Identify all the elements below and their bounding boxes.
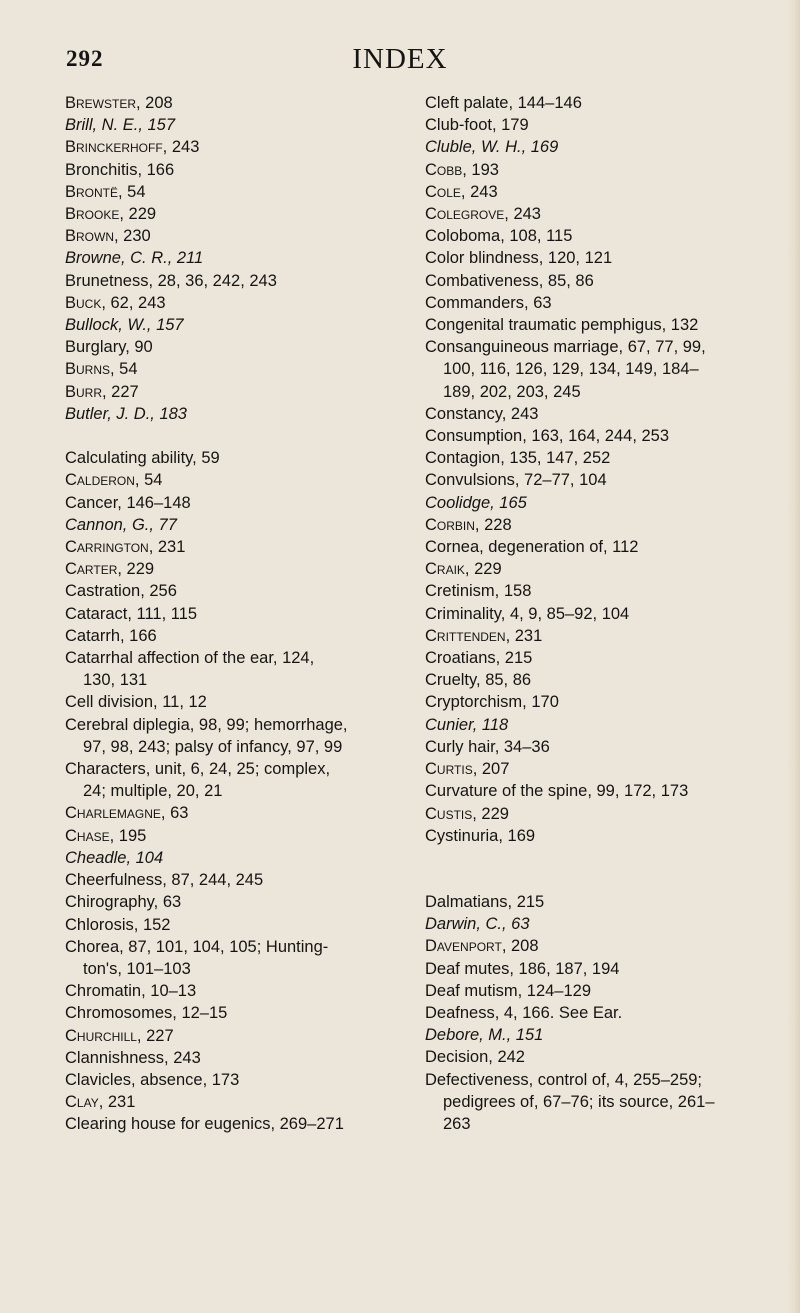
index-entry: Coloboma, 108, 115 [425, 227, 573, 246]
index-entry: Chase, 195 [65, 826, 147, 845]
index-entry: Deaf mutism, 124–129 [425, 981, 592, 1000]
index-column-left [65, 92, 410, 1136]
index-entry: Coolidge, 165 [425, 493, 527, 512]
index-entry: Consumption, 163, 164, 244, 253 [425, 427, 670, 446]
index-entry: Butler, J. D., 183 [65, 404, 187, 423]
index-entry: Clannishness, 243 [65, 1048, 201, 1067]
index-entry: Deafness, 4, 166. See Ear. [425, 1003, 623, 1022]
index-entry: Corbin, 228 [425, 515, 512, 534]
index-entry: Chromatin, 10–13 [65, 982, 197, 1001]
index-entry: Clay, 231 [65, 1093, 136, 1112]
index-entry: Curly hair, 34–36 [425, 737, 550, 756]
index-entry: Consanguineous marriage, 67, 77, 99, [425, 338, 706, 357]
index-entry-continuation: 97, 98, 243; palsy of infancy, 97, 99 [83, 737, 343, 756]
index-entry: Carter, 229 [65, 560, 155, 579]
index-entry: Chirography, 63 [65, 893, 182, 912]
index-entry: Cell division, 11, 12 [65, 693, 207, 712]
index-entry: Buck, 62, 243 [65, 293, 166, 312]
index-entry: Dalmatians, 215 [425, 892, 545, 911]
index-entry: Davenport, 208 [425, 937, 539, 956]
index-entry: Cystinuria, 169 [425, 826, 536, 845]
index-entry: Churchill, 227 [65, 1026, 174, 1045]
index-entry: Catarrhal affection of the ear, 124, [65, 649, 315, 668]
index-entry: Cluble, W. H., 169 [425, 138, 559, 157]
index-entry: Defectiveness, control of, 4, 255–259; [425, 1070, 703, 1089]
index-entry: Cretinism, 158 [425, 582, 532, 601]
index-entry: Clearing house for eugenics, 269–271 [65, 1115, 344, 1134]
index-entry-continuation: 189, 202, 203, 245 [443, 382, 581, 401]
index-entry: Combativeness, 85, 86 [425, 271, 594, 290]
index-entry-continuation: 130, 131 [83, 671, 148, 690]
index-entry: Cheerfulness, 87, 244, 245 [65, 871, 264, 890]
index-entry-continuation: 263 [443, 1114, 471, 1133]
index-entry: Cruelty, 85, 86 [425, 671, 532, 690]
index-entry: Croatians, 215 [425, 649, 533, 668]
index-entry: Brill, N. E., 157 [65, 116, 176, 135]
index-entry: Cheadle, 104 [65, 848, 164, 867]
index-entry: Commanders, 63 [425, 293, 552, 312]
index-entry-continuation: 24; multiple, 20, 21 [83, 782, 223, 801]
index-entry: Clavicles, absence, 173 [65, 1070, 240, 1089]
index-entry: Calculating ability, 59 [65, 449, 220, 468]
index-entry: Brinckerhoff, 243 [65, 138, 200, 157]
index-entry: Chorea, 87, 101, 104, 105; Hunting- [65, 937, 329, 956]
index-entry: Darwin, C., 63 [425, 915, 530, 934]
index-entry: Custis, 229 [425, 804, 509, 823]
page-number: 292 [66, 46, 104, 71]
index-entry: Calderon, 54 [65, 471, 163, 490]
index-entry: Criminality, 4, 9, 85–92, 104 [425, 604, 630, 623]
index-entry: Chromosomes, 12–15 [65, 1004, 228, 1023]
index-entry-continuation: pedigrees of, 67–76; its source, 261– [443, 1092, 715, 1111]
index-entry: Congenital traumatic pemphigus, 132 [425, 316, 699, 335]
index-entry: Brown, 230 [65, 227, 151, 246]
index-entry: Curvature of the spine, 99, 172, 173 [425, 782, 689, 801]
index-entry: Cobb, 193 [425, 160, 499, 179]
index-entry: Burglary, 90 [65, 338, 153, 357]
index-entry: Contagion, 135, 147, 252 [425, 449, 611, 468]
index-entry: Cunier, 118 [425, 715, 509, 734]
page-edge [786, 0, 800, 1313]
index-entry: Cataract, 111, 115 [65, 604, 198, 623]
index-entry: Brontë, 54 [65, 182, 146, 201]
page-title: INDEX [352, 43, 448, 75]
index-entry: Burr, 227 [65, 382, 139, 401]
index-entry: Brunetness, 28, 36, 242, 243 [65, 271, 277, 290]
index-entry: Bullock, W., 157 [65, 316, 184, 335]
index-entry: Cole, 243 [425, 182, 498, 201]
index-entry: Debore, M., 151 [425, 1026, 544, 1045]
index-entry: Constancy, 243 [425, 404, 539, 423]
index-entry: Convulsions, 72–77, 104 [425, 471, 607, 490]
index-entry: Cornea, degeneration of, 112 [425, 538, 639, 557]
index-entry: Cleft palate, 144–146 [425, 94, 582, 112]
index-entry: Chlorosis, 152 [65, 915, 171, 934]
index-entry: Castration, 256 [65, 582, 177, 601]
index-entry: Bronchitis, 166 [65, 160, 175, 179]
index-entry: Cancer, 146–148 [65, 493, 191, 512]
index-entry: Carrington, 231 [65, 538, 186, 557]
index-entry: Browne, C. R., 211 [65, 249, 204, 268]
index-entry-continuation: ton's, 101–103 [83, 959, 191, 978]
index-entry: Brewster, 208 [65, 94, 173, 112]
index-entry: Curtis, 207 [425, 760, 510, 779]
index-entry: Colegrove, 243 [425, 205, 541, 224]
index-entry: Cryptorchism, 170 [425, 693, 559, 712]
index-entry: Crittenden, 231 [425, 626, 543, 645]
index-entry: Charlemagne, 63 [65, 804, 189, 823]
index-entry: Cannon, G., 77 [65, 515, 177, 534]
index-entry: Craik, 229 [425, 560, 502, 579]
index-entry: Catarrh, 166 [65, 626, 157, 645]
index-entry: Club-foot, 179 [425, 116, 529, 135]
index-entry: Color blindness, 120, 121 [425, 249, 613, 268]
index-entry-continuation: 100, 116, 126, 129, 134, 149, 184– [443, 360, 699, 379]
index-entry: Deaf mutes, 186, 187, 194 [425, 959, 620, 978]
index-column-right [425, 92, 785, 1135]
index-entry: Cerebral diplegia, 98, 99; hemorrhage, [65, 715, 348, 734]
index-entry: Burns, 54 [65, 360, 138, 379]
index-entry: Brooke, 229 [65, 205, 157, 224]
index-entry: Decision, 242 [425, 1048, 525, 1067]
index-entry: Characters, unit, 6, 24, 25; complex, [65, 760, 331, 779]
